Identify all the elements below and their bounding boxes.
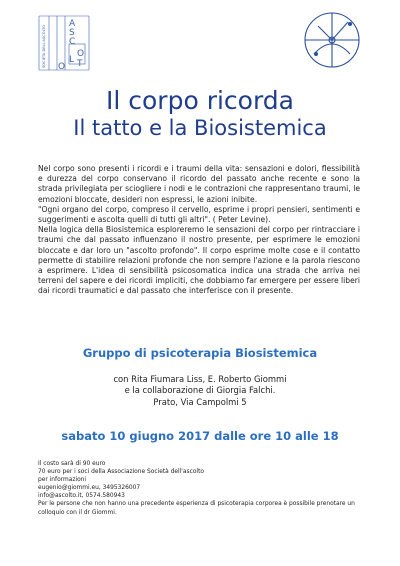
group-title: Gruppo di psicoterapia Biosistemica: [82, 346, 318, 360]
contact-info-phone[interactable]: info@ascolto.it, 0574.580943: [38, 493, 125, 500]
logo-letter-l: L: [69, 55, 75, 65]
compass-emblem-icon: [296, 10, 368, 70]
collaboration-line: e la collaborazione di Giorgia Falchi.: [124, 385, 276, 396]
info-block: [38, 460, 364, 517]
body-text: [38, 164, 360, 297]
ascolto-logo: [33, 14, 91, 72]
leaders-line: con Rita Fiumara Liss, E. Roberto Giommi: [113, 374, 287, 384]
paragraph-intro: Nel corpo sono presenti i ricordi e i traumi della vita: sensazioni e dolori, flessibilità e durezza del corpo conservano il ricordo del passato anche recente e sono la strada privilegiata per sciogliere i nodi e le contrazioni che rappresentano traumi, le emozioni bloccate, desideri non espressi, le azioni inibite.: [38, 164, 360, 204]
paragraph-quote: "Ogni organo del corpo, compreso il cervello, esprime i propri pensieri, sentimenti e suggerimenti e ascolta quelli di tutti gli altri". ( Peter Levine).: [38, 204, 360, 225]
booking-note: Per le persone che non hanno una precedente esperienza di psicoterapia corporea è possibile prenotare un colloquio con il dr Giommi.: [38, 501, 355, 516]
logo-letter-o2: O: [58, 62, 66, 72]
location-line: Prato, Via Campolmi 5: [153, 396, 247, 407]
contact-email-phone[interactable]: eugenio@giommi.eu, 3495326007: [38, 485, 141, 492]
info-label: per informazioni: [38, 477, 87, 484]
logo-side-text: SOCIETA DELL'ASCOLTO: [42, 24, 46, 68]
logo-letter-c: C: [69, 37, 76, 47]
member-cost-line: 70 euro per i soci della Associazione Società dell'ascolto: [38, 469, 204, 476]
paragraph-biosistemica: Nella logica della Biosistemica esploreremo le sensazioni del corpo per rintracciare i traumi che dal passato influenzano il nostro presente, per esprimere le emozioni bloccate e dar loro un "ascolto profondo". Il corpo esprime molte cose e il contatto permette di stabilire relazioni profonde che non sempre l'azione e la parola riescono a esprimere. L'idea di sensibilità psicosomatica indica una strada che arriva nei terreni del sapere e dei ricordi impliciti, che dobbiamo far emergere per essere liberi dai ricordi traumatici e dal passato che interferisce con il presente.: [38, 225, 360, 296]
logo-letter-a: A: [69, 19, 76, 29]
logo-letter-t: T: [77, 59, 83, 69]
event-date: sabato 10 giugno 2017 dalle ore 10 alle 18: [61, 429, 339, 443]
logo-letter-o: O: [77, 49, 85, 59]
cost-line: Il costo sarà di 90 euro: [38, 461, 106, 467]
subtitle: Il tatto e la Biosistemica: [73, 116, 327, 140]
main-title: Il corpo ricorda: [106, 86, 294, 115]
leaders-block: [0, 374, 400, 408]
logo-letter-s: S: [69, 28, 75, 38]
